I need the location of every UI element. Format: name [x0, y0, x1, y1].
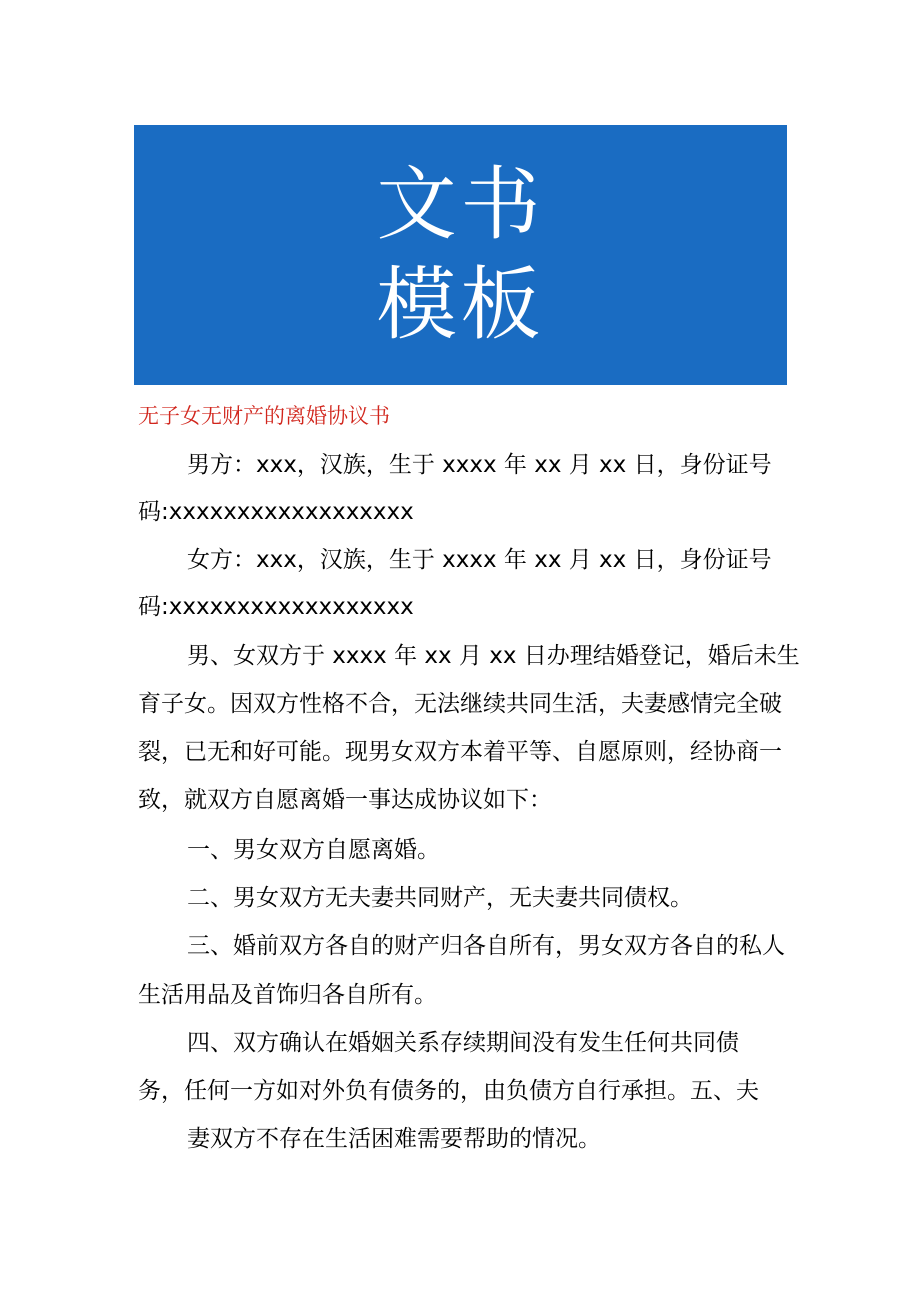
paragraph-line: 四、双方确认在婚姻关系存续期间没有发生任何共同债 [187, 1030, 739, 1056]
cover-banner [134, 125, 787, 385]
banner-title-line-2: 模板 [376, 258, 545, 351]
banner-title-line-1: 文书 [376, 158, 545, 251]
paragraph-line: 务，任何一方如对外负有债务的，由负债方自行承担。五、夫 [138, 1078, 759, 1104]
paragraph-line: 裂，已无和好可能。现男女双方本着平等、自愿原则，经协商一 [138, 739, 782, 765]
paragraph-line: 妻双方不存在生活困难需要帮助的情况。 [187, 1126, 601, 1152]
paragraph-line: 男、女双方于 xxxx 年 xx 月 xx 日办理结婚登记，婚后未生 [187, 643, 800, 669]
paragraph-line: 二、男女双方无夫妻共同财产，无夫妻共同债权。 [187, 885, 693, 911]
paragraph-line: 三、婚前双方各自的财产归各自所有，男女双方各自的私人 [187, 933, 785, 959]
paragraph-line: 男方：xxx，汉族，生于 xxxx 年 xx 月 xx 日，身份证号 [187, 452, 772, 478]
paragraph-line: 致，就双方自愿离婚一事达成协议如下： [138, 787, 552, 813]
paragraph-line: 一、男女双方自愿离婚。 [187, 837, 440, 863]
document-title: 无子女无财产的离婚协议书 [138, 404, 390, 428]
paragraph-line: 育子女。因双方性格不合，无法继续共同生活，夫妻感情完全破 [138, 691, 782, 717]
paragraph-line: 码:xxxxxxxxxxxxxxxxxx [138, 499, 414, 525]
paragraph-line: 码:xxxxxxxxxxxxxxxxxx [138, 594, 414, 620]
paragraph-line: 女方：xxx，汉族，生于 xxxx 年 xx 月 xx 日，身份证号 [187, 547, 772, 573]
paragraph-line: 生活用品及首饰归各自所有。 [138, 982, 437, 1008]
